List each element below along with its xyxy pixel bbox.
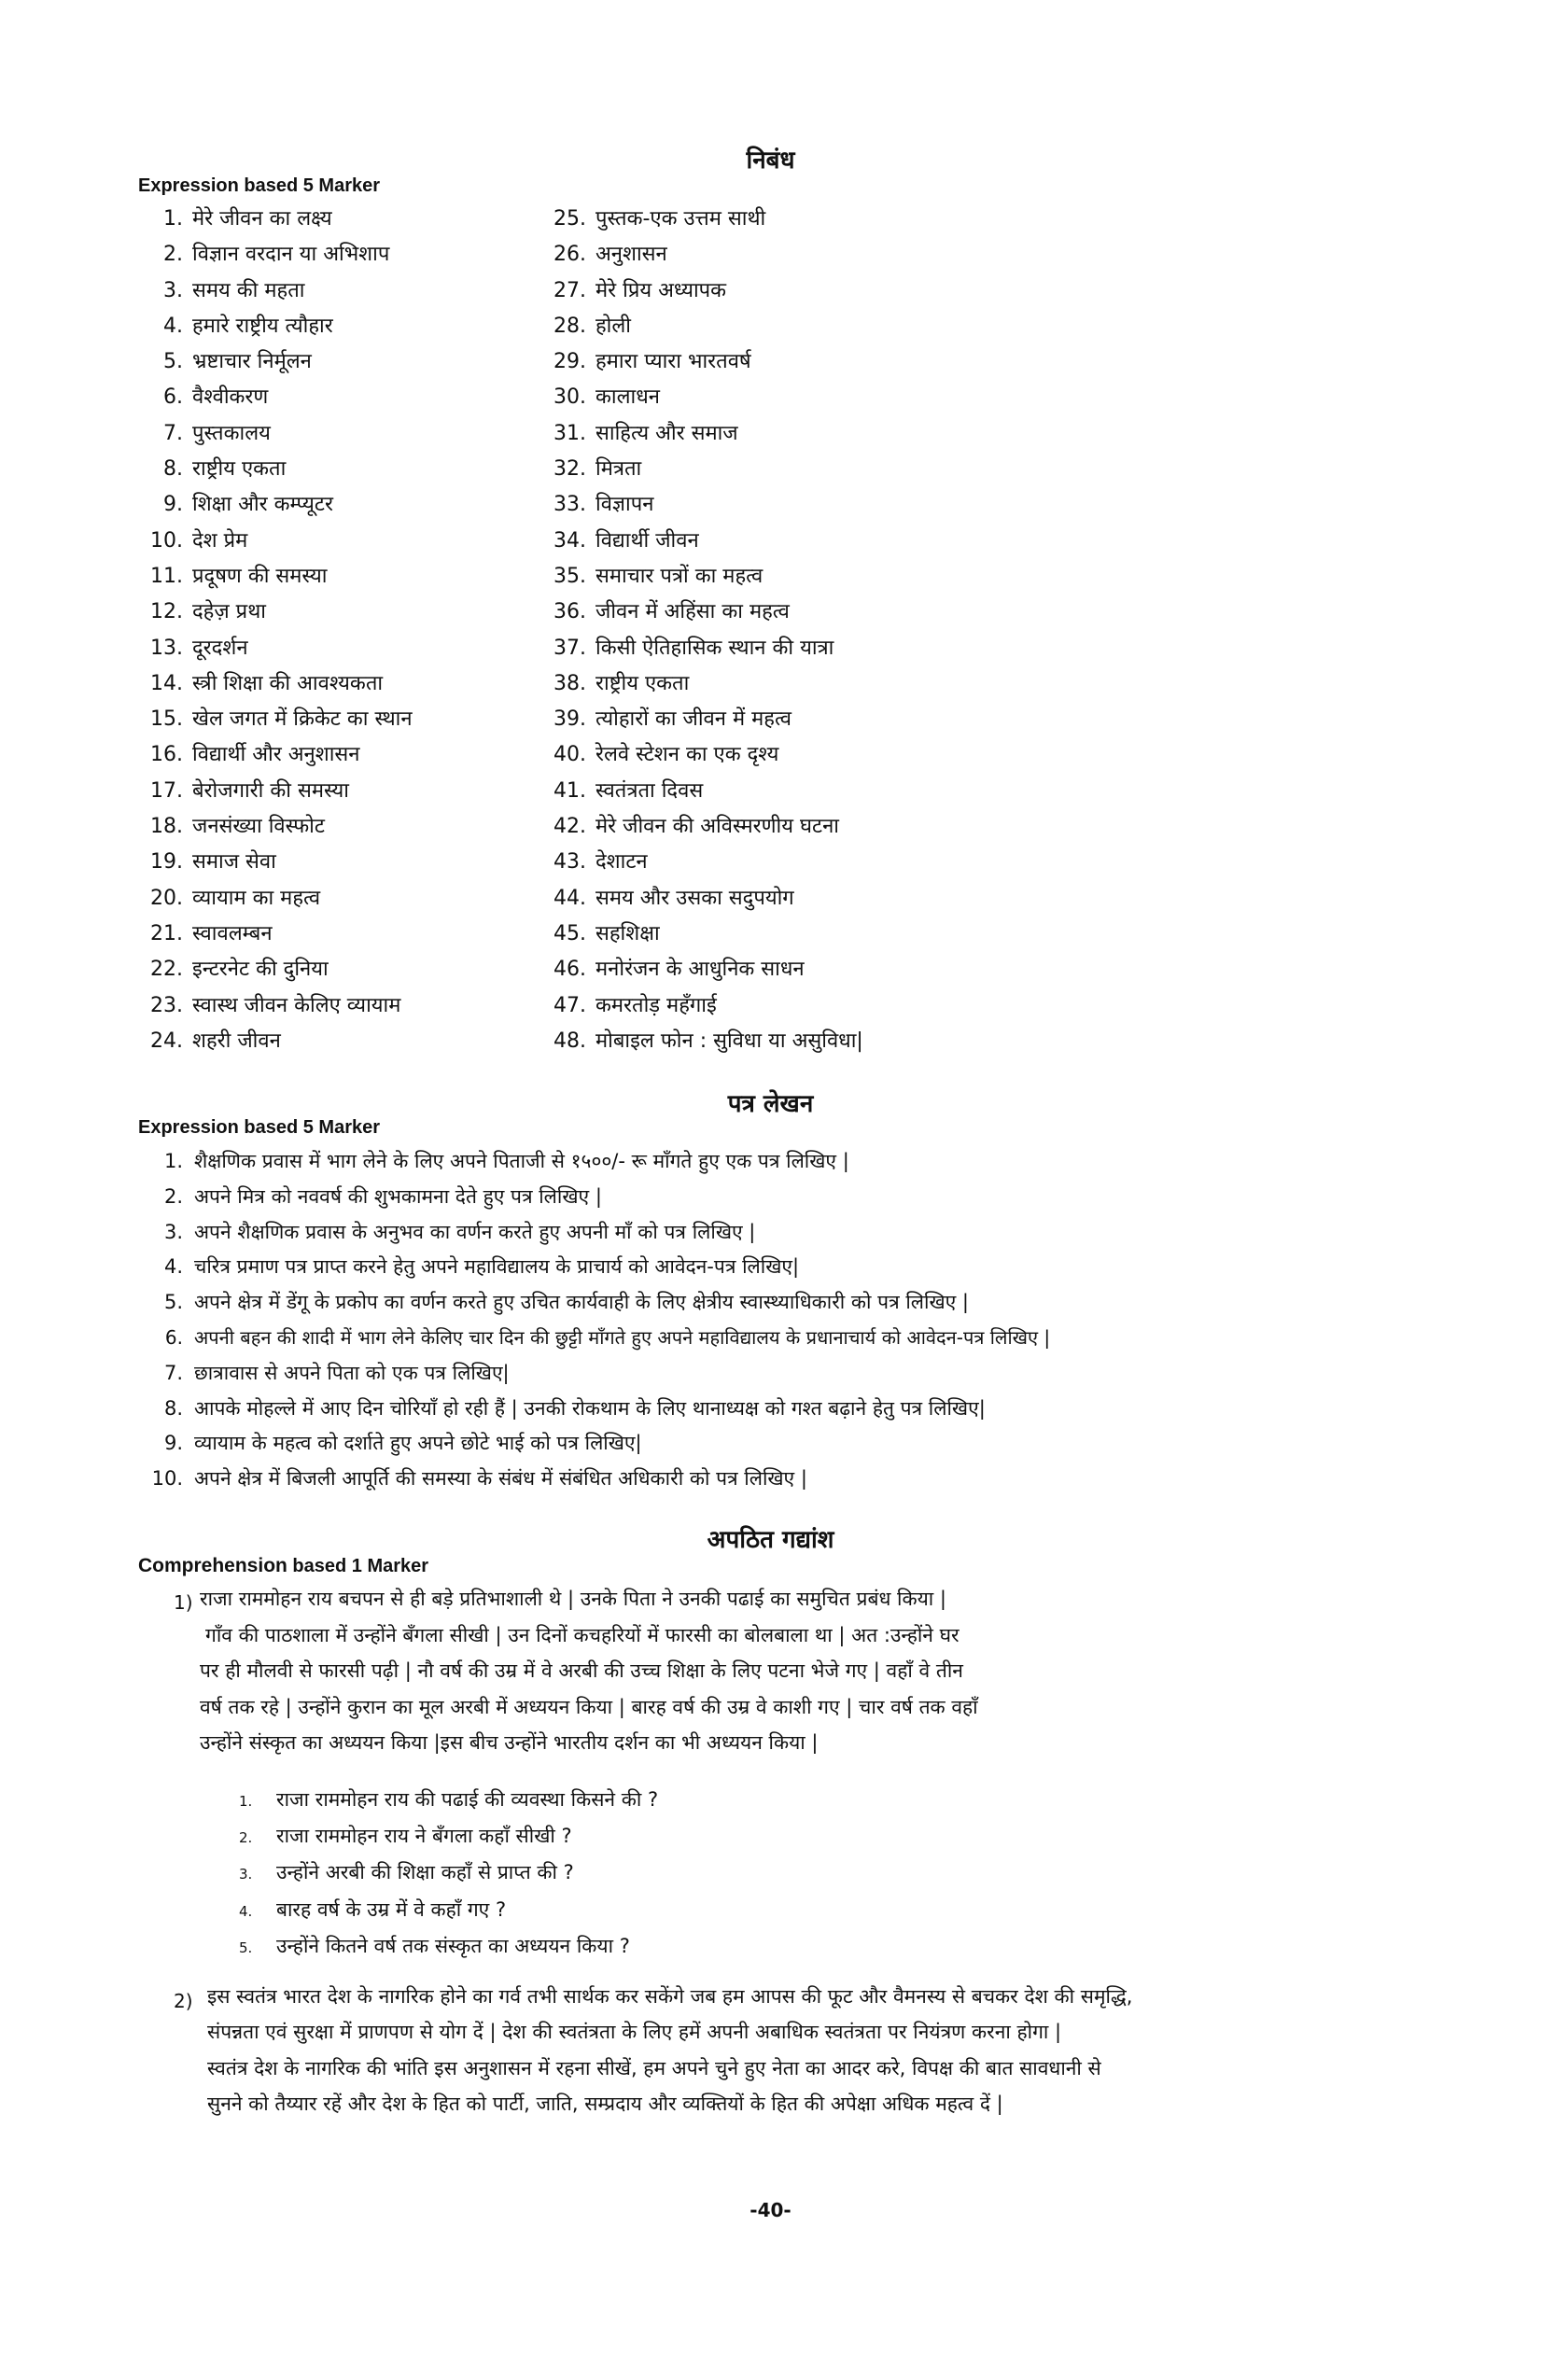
- passage-line: इस स्वतंत्र भारत देश के नागरिक होने का गर्व तभी सार्थक कर सकेंगे जब हम आपस की फूट और वैमनस्य से बचकर देश की समृद्धि,: [207, 1985, 1133, 2008]
- list-item: [138, 1180, 1050, 1215]
- item-number: 34.: [553, 528, 586, 553]
- item-text: राष्ट्रीय एकता: [192, 457, 287, 482]
- item-number: 47.: [553, 993, 586, 1017]
- list-item: [138, 881, 413, 917]
- passage-line: संपन्नता एवं सुरक्षा में प्राणपण से योग दें | देश की स्वतंत्रता के लिए हमें अपनी अबाधिक स्वतंत्रता पर नियंत्रण करना होगा |: [207, 2021, 1062, 2044]
- item-text: अपने शैक्षणिक प्रवास के अनुभव का वर्णन करते हुए अपनी माँ को पत्र लिखिए |: [194, 1220, 756, 1243]
- list-item: [551, 917, 863, 952]
- item-number: 2.: [163, 243, 183, 267]
- question-list: [239, 1782, 658, 1965]
- passage-text: [207, 1979, 1281, 2122]
- list-item: [138, 1356, 1050, 1392]
- item-text: देशाटन: [595, 850, 648, 875]
- list-item: [551, 559, 863, 595]
- item-text: स्वास्थ जीवन केलिए व्यायाम: [192, 993, 401, 1017]
- list-item: [138, 845, 413, 880]
- list-item: [138, 1426, 1050, 1462]
- essay-list-right: [551, 202, 863, 1059]
- item-number: 25.: [553, 207, 586, 231]
- passage-number: 1): [174, 1591, 193, 1614]
- item-text: समय की महता: [192, 278, 305, 302]
- item-text: सहशिक्षा: [595, 921, 660, 945]
- item-text: दहेज़ प्रथा: [192, 600, 266, 624]
- item-text: अनुशासन: [595, 243, 667, 267]
- item-text: शहरी जीवन: [192, 1029, 281, 1053]
- item-number: 5.: [239, 1939, 253, 1956]
- item-number: 30.: [553, 385, 586, 410]
- list-item: [551, 595, 863, 630]
- list-item: [239, 1782, 658, 1818]
- list-item: [551, 309, 863, 344]
- letter-list: [138, 1144, 1050, 1497]
- item-number: 27.: [553, 278, 586, 302]
- list-item: [551, 202, 863, 237]
- item-number: 20.: [150, 886, 183, 910]
- list-item: [551, 774, 863, 809]
- item-text: मनोरंजन के आधुनिक साधन: [595, 958, 805, 982]
- item-number: 48.: [553, 1029, 586, 1053]
- list-item: [138, 1392, 1050, 1427]
- passage-line: स्वतंत्र देश के नागरिक की भांति इस अनुशासन में रहना सीखें, हम अपने चुने हुए नेता का आदर करे, विपक्ष की बात सावधानी से: [207, 2056, 1101, 2079]
- list-item: [551, 737, 863, 773]
- list-item: [551, 881, 863, 917]
- list-item: [551, 380, 863, 415]
- list-item: [551, 524, 863, 559]
- item-text: शिक्षा और कम्प्यूटर: [192, 493, 334, 517]
- item-number: 28.: [553, 314, 586, 338]
- list-item: [138, 666, 413, 702]
- item-number: 3.: [163, 1220, 183, 1243]
- list-item: [138, 309, 413, 344]
- list-item: [138, 416, 413, 452]
- item-text: व्यायाम के महत्व को दर्शाते हुए अपने छोटे भाई को पत्र लिखिए|: [194, 1432, 642, 1455]
- item-number: 33.: [553, 493, 586, 517]
- item-text: अपनी बहन की शादी में भाग लेने केलिए चार दिन की छुट्टी माँगते हुए अपने महाविद्यालय के प्रधानाचार्य को आवेदन-पत्र लिखिए |: [194, 1325, 1051, 1349]
- list-item: [551, 952, 863, 987]
- item-number: 29.: [553, 350, 586, 374]
- item-text: अपने क्षेत्र में डेंगू के प्रकोप का वर्णन करते हुए उचित कार्यवाही के लिए क्षेत्रीय स्वास्थ्याधिकारी को पत्र लिखिए |: [194, 1291, 969, 1314]
- list-item: [551, 1024, 863, 1059]
- item-text: विज्ञापन: [595, 493, 654, 517]
- item-number: 16.: [150, 743, 183, 767]
- item-number: 7.: [163, 1361, 183, 1384]
- item-number: 37.: [553, 636, 586, 660]
- list-item: [239, 1928, 658, 1965]
- item-text: उन्होंने कितने वर्ष तक संस्कृत का अध्ययन किया ?: [276, 1934, 630, 1957]
- item-text: मेरे जीवन का लक्ष्य: [192, 207, 332, 231]
- item-number: 15.: [150, 707, 183, 732]
- list-item: [551, 487, 863, 523]
- passage-line: सुनने को तैय्यार रहें और देश के हित को पार्टी, जाति, सम्प्रदाय और व्यक्तियों के हित की अपेक्षा अधिक महत्व दें |: [207, 2093, 1003, 2116]
- list-item: [551, 344, 863, 380]
- list-item: [239, 1818, 658, 1855]
- list-item: [138, 595, 413, 630]
- item-number: 42.: [553, 815, 586, 839]
- item-number: 3.: [163, 278, 183, 302]
- passage-line: गाँव की पाठशाला में उन्होंने बँगला सीखी | उन दिनों कचहरियों में फारसी का बोलबाला था | अत :उन्होंने घर: [205, 1623, 960, 1646]
- essay-section-title: निबंध: [746, 147, 795, 175]
- letter-sub-label: Expression based 5 Marker: [138, 1117, 381, 1138]
- item-number: 1.: [163, 207, 183, 231]
- item-number: 8.: [163, 1396, 183, 1420]
- passage-line: राजा राममोहन राय बचपन से ही बड़े प्रतिभाशाली थे | उनके पिता ने उनकी पढाई का समुचित प्रबंध किया |: [200, 1588, 946, 1610]
- list-item: [551, 809, 863, 845]
- item-number: 9.: [163, 493, 183, 517]
- item-number: 13.: [150, 636, 183, 660]
- list-item: [138, 1321, 1050, 1356]
- item-number: 12.: [150, 600, 183, 624]
- item-number: 32.: [553, 457, 586, 482]
- item-number: 11.: [150, 564, 183, 588]
- list-item: [138, 952, 413, 987]
- comprehension-label-main: Comprehension: [138, 1555, 287, 1576]
- list-item: [138, 737, 413, 773]
- list-item: [138, 380, 413, 415]
- list-item: [138, 1144, 1050, 1180]
- item-text: समाज सेवा: [192, 850, 276, 875]
- list-item: [138, 344, 413, 380]
- item-number: 45.: [553, 921, 586, 945]
- list-item: [138, 988, 413, 1024]
- page-number: -40-: [749, 2199, 792, 2221]
- item-text: दूरदर्शन: [192, 636, 248, 660]
- item-text: हमारे राष्ट्रीय त्यौहार: [192, 314, 333, 338]
- list-item: [239, 1855, 658, 1891]
- item-text: अपने मित्र को नववर्ष की शुभकामना देते हुए पत्र लिखिए |: [194, 1184, 602, 1208]
- item-text: हमारा प्यारा भारतवर्ष: [595, 350, 751, 374]
- item-number: 14.: [150, 671, 183, 695]
- item-text: उन्होंने अरबी की शिक्षा कहाँ से प्राप्त की ?: [276, 1861, 574, 1884]
- item-text: बेरोजगारी की समस्या: [192, 778, 349, 803]
- list-item: [138, 273, 413, 309]
- passage-text: [200, 1581, 1264, 1761]
- item-number: 46.: [553, 958, 586, 982]
- item-number: 22.: [150, 958, 183, 982]
- list-item: [138, 487, 413, 523]
- item-number: 17.: [150, 778, 183, 803]
- item-text: समय और उसका सदुपयोग: [595, 886, 794, 910]
- item-number: 1.: [239, 1793, 253, 1810]
- item-text: होली: [595, 314, 631, 338]
- item-text: अपने क्षेत्र में बिजली आपूर्ति की समस्या के संबंध में संबंधित अधिकारी को पत्र लिखिए |: [194, 1467, 807, 1491]
- item-number: 21.: [150, 921, 183, 945]
- item-text: समाचार पत्रों का महत्व: [595, 564, 763, 588]
- item-number: 18.: [150, 815, 183, 839]
- item-text: आपके मोहल्ले में आए दिन चोरियाँ हो रही हैं | उनकी रोकथाम के लिए थानाध्यक्ष को गश्त बढ़ाने हेतु पत्र लिखिए|: [194, 1396, 986, 1420]
- item-text: जनसंख्या विस्फोट: [192, 815, 325, 839]
- list-item: [551, 452, 863, 487]
- list-item: [138, 1024, 413, 1059]
- item-text: चरित्र प्रमाण पत्र प्राप्त करने हेतु अपने महाविद्यालय के प्राचार्य को आवेदन-पत्र लिखिए|: [194, 1255, 800, 1279]
- item-text: किसी ऐतिहासिक स्थान की यात्रा: [595, 636, 834, 660]
- passage-line: उन्होंने संस्कृत का अध्ययन किया |इस बीच उन्होंने भारतीय दर्शन का भी अध्ययन किया |: [200, 1731, 819, 1755]
- item-text: रेलवे स्टेशन का एक दृश्य: [595, 743, 779, 767]
- item-number: 4.: [239, 1902, 253, 1920]
- item-number: 10.: [151, 1467, 183, 1491]
- item-text: मेरे जीवन की अविस्मरणीय घटना: [595, 815, 839, 839]
- item-text: राजा राममोहन राय की पढाई की व्यवस्था किसने की ?: [276, 1788, 659, 1811]
- list-item: [138, 1285, 1050, 1321]
- item-number: 43.: [553, 850, 586, 875]
- list-item: [138, 202, 413, 237]
- item-number: 24.: [150, 1029, 183, 1053]
- list-item: [138, 524, 413, 559]
- item-text: विज्ञान वरदान या अभिशाप: [192, 243, 390, 267]
- item-number: 19.: [150, 850, 183, 875]
- item-text: व्यायाम का महत्व: [192, 886, 321, 910]
- item-text: साहित्य और समाज: [595, 421, 738, 445]
- item-text: राष्ट्रीय एकता: [595, 671, 690, 695]
- item-text: विद्यार्थी और अनुशासन: [192, 743, 360, 767]
- item-number: 35.: [553, 564, 586, 588]
- list-item: [551, 416, 863, 452]
- passage-line: वर्ष तक रहे | उन्होंने कुरान का मूल अरबी में अध्ययन किया | बारह वर्ष की उम्र वे काशी गए | चार वर्ष तक वहाँ: [200, 1695, 978, 1718]
- item-text: देश प्रेम: [192, 528, 248, 553]
- list-item: [138, 702, 413, 737]
- list-item: [551, 702, 863, 737]
- list-item: [551, 845, 863, 880]
- list-item: [138, 809, 413, 845]
- item-number: 4.: [163, 1255, 183, 1279]
- comprehension-label-rest: based 1 Marker: [287, 1556, 429, 1576]
- item-text: मेरे प्रिय अध्यापक: [595, 278, 727, 302]
- item-text: स्वतंत्रता दिवस: [595, 778, 704, 803]
- item-number: 39.: [553, 707, 586, 732]
- item-number: 4.: [163, 314, 183, 338]
- item-number: 3.: [239, 1866, 253, 1883]
- list-item: [138, 452, 413, 487]
- list-item: [551, 237, 863, 273]
- item-number: 6.: [164, 1325, 183, 1349]
- list-item: [138, 1462, 1050, 1497]
- list-item: [239, 1892, 658, 1928]
- item-text: त्योहारों का जीवन में महत्व: [595, 707, 792, 732]
- item-number: 6.: [163, 385, 183, 410]
- passage-number: 2): [174, 1990, 193, 2012]
- letter-section-title: पत्र लेखन: [727, 1090, 814, 1118]
- comprehension-section-title: अपठित गद्यांश: [707, 1526, 834, 1554]
- item-number: 5.: [163, 350, 183, 374]
- item-text: वैश्वीकरण: [192, 385, 269, 410]
- item-text: राजा राममोहन राय ने बँगला कहाँ सीखी ?: [276, 1825, 572, 1848]
- list-item: [138, 774, 413, 809]
- list-item: [138, 1250, 1050, 1285]
- list-item: [138, 1215, 1050, 1251]
- item-text: जीवन में अहिंसा का महत्व: [595, 600, 790, 624]
- list-item: [138, 237, 413, 273]
- item-number: 44.: [553, 886, 586, 910]
- item-number: 26.: [553, 243, 586, 267]
- item-number: 23.: [150, 993, 183, 1017]
- item-number: 38.: [553, 671, 586, 695]
- passage-line: पर ही मौलवी से फारसी पढ़ी | नौ वर्ष की उम्र में वे अरबी की उच्च शिक्षा के लिए पटना भेजे गए | वहाँ वे तीन: [200, 1659, 963, 1683]
- item-text: छात्रावास से अपने पिता को एक पत्र लिखिए|: [194, 1361, 510, 1384]
- essay-sub-label: Expression based 5 Marker: [138, 175, 381, 196]
- item-text: मित्रता: [595, 457, 642, 482]
- item-number: 9.: [163, 1432, 183, 1455]
- item-text: शैक्षणिक प्रवास में भाग लेने के लिए अपने पिताजी से १५००/- रू माँगते हुए एक पत्र लिखिए |: [194, 1150, 849, 1172]
- comprehension-sub-label: [138, 1555, 428, 1577]
- item-number: 10.: [150, 528, 183, 553]
- item-text: पुस्तक-एक उत्तम साथी: [595, 207, 766, 231]
- list-item: [551, 273, 863, 309]
- item-number: 1.: [163, 1150, 183, 1172]
- item-text: कमरतोड़ महँगाई: [595, 993, 717, 1017]
- list-item: [138, 631, 413, 666]
- item-number: 40.: [553, 743, 586, 767]
- essay-list-left: [138, 202, 413, 1059]
- item-number: 7.: [163, 421, 183, 445]
- list-item: [551, 631, 863, 666]
- item-number: 2.: [239, 1829, 253, 1847]
- item-text: कालाधन: [595, 385, 660, 410]
- item-number: 5.: [163, 1291, 183, 1314]
- item-text: बारह वर्ष के उम्र में वे कहाँ गए ?: [276, 1897, 507, 1921]
- list-item: [551, 988, 863, 1024]
- item-text: स्वावलम्बन: [192, 921, 273, 945]
- item-number: 8.: [163, 457, 183, 482]
- item-text: विद्यार्थी जीवन: [595, 528, 699, 553]
- item-text: मोबाइल फोन : सुविधा या असुविधा|: [595, 1029, 863, 1053]
- list-item: [551, 666, 863, 702]
- item-number: 31.: [553, 421, 586, 445]
- list-item: [138, 559, 413, 595]
- item-text: पुस्तकालय: [192, 421, 271, 445]
- item-number: 36.: [553, 600, 586, 624]
- item-text: भ्रष्टाचार निर्मूलन: [192, 350, 312, 374]
- item-number: 2.: [163, 1184, 183, 1208]
- item-text: इन्टरनेट की दुनिया: [192, 958, 329, 982]
- item-text: खेल जगत में क्रिकेट का स्थान: [192, 707, 413, 732]
- item-text: स्त्री शिक्षा की आवश्यकता: [192, 671, 384, 695]
- item-number: 41.: [553, 778, 586, 803]
- item-text: प्रदूषण की समस्या: [192, 564, 328, 588]
- list-item: [138, 917, 413, 952]
